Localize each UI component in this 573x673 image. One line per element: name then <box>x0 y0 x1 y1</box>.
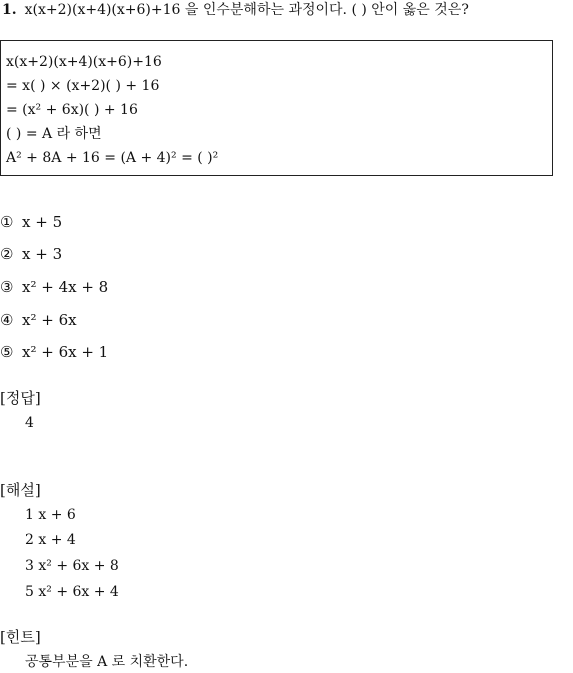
process-line-2: = x( ) × (x+2)( ) + 16 <box>6 78 160 94</box>
choice-3-mark: ③ <box>0 278 14 296</box>
choice-4[interactable] <box>0 310 77 330</box>
choice-5-text: x² + 6x + 1 <box>22 343 109 361</box>
explanation-line-4: 5 x² + 6x + 4 <box>25 584 119 600</box>
choice-3-text: x² + 4x + 8 <box>22 278 109 296</box>
choice-5-mark: ⑤ <box>0 343 14 361</box>
answer-value: 4 <box>25 415 34 431</box>
choice-2-text: x + 3 <box>22 245 63 263</box>
choice-3[interactable] <box>0 277 108 297</box>
choice-1-mark: ① <box>0 213 14 231</box>
choice-2-mark: ② <box>0 245 14 263</box>
choice-4-mark: ④ <box>0 311 14 329</box>
choice-1[interactable] <box>0 212 62 232</box>
process-line-4: ( ) = A 라 하면 <box>6 126 102 142</box>
choice-1-text: x + 5 <box>22 213 63 231</box>
question-title <box>2 0 469 20</box>
process-line-1: x(x+2)(x+4)(x+6)+16 <box>6 54 162 70</box>
question-text: x(x+2)(x+4)(x+6)+16 을 인수분해하는 과정이다. ( ) 안이 옳은 것은? <box>24 2 469 18</box>
explanation-line-2: 2 x + 4 <box>25 532 76 548</box>
explanation-line-1: 1 x + 6 <box>25 507 76 523</box>
choice-4-text: x² + 6x <box>22 311 77 329</box>
choice-5[interactable] <box>0 342 108 362</box>
hint-label: [힌트] <box>0 628 41 646</box>
process-line-3: = (x² + 6x)( ) + 16 <box>6 102 138 118</box>
hint-text: 공통부분을 A 로 치환한다. <box>25 654 189 670</box>
process-line-5: A² + 8A + 16 = (A + 4)² = ( )² <box>6 150 219 166</box>
choice-2[interactable] <box>0 244 62 264</box>
explanation-label: [해설] <box>0 481 41 499</box>
process-box <box>0 40 553 176</box>
question-number: 1. <box>2 2 17 18</box>
answer-label: [정답] <box>0 389 41 407</box>
explanation-line-3: 3 x² + 6x + 8 <box>25 558 119 574</box>
